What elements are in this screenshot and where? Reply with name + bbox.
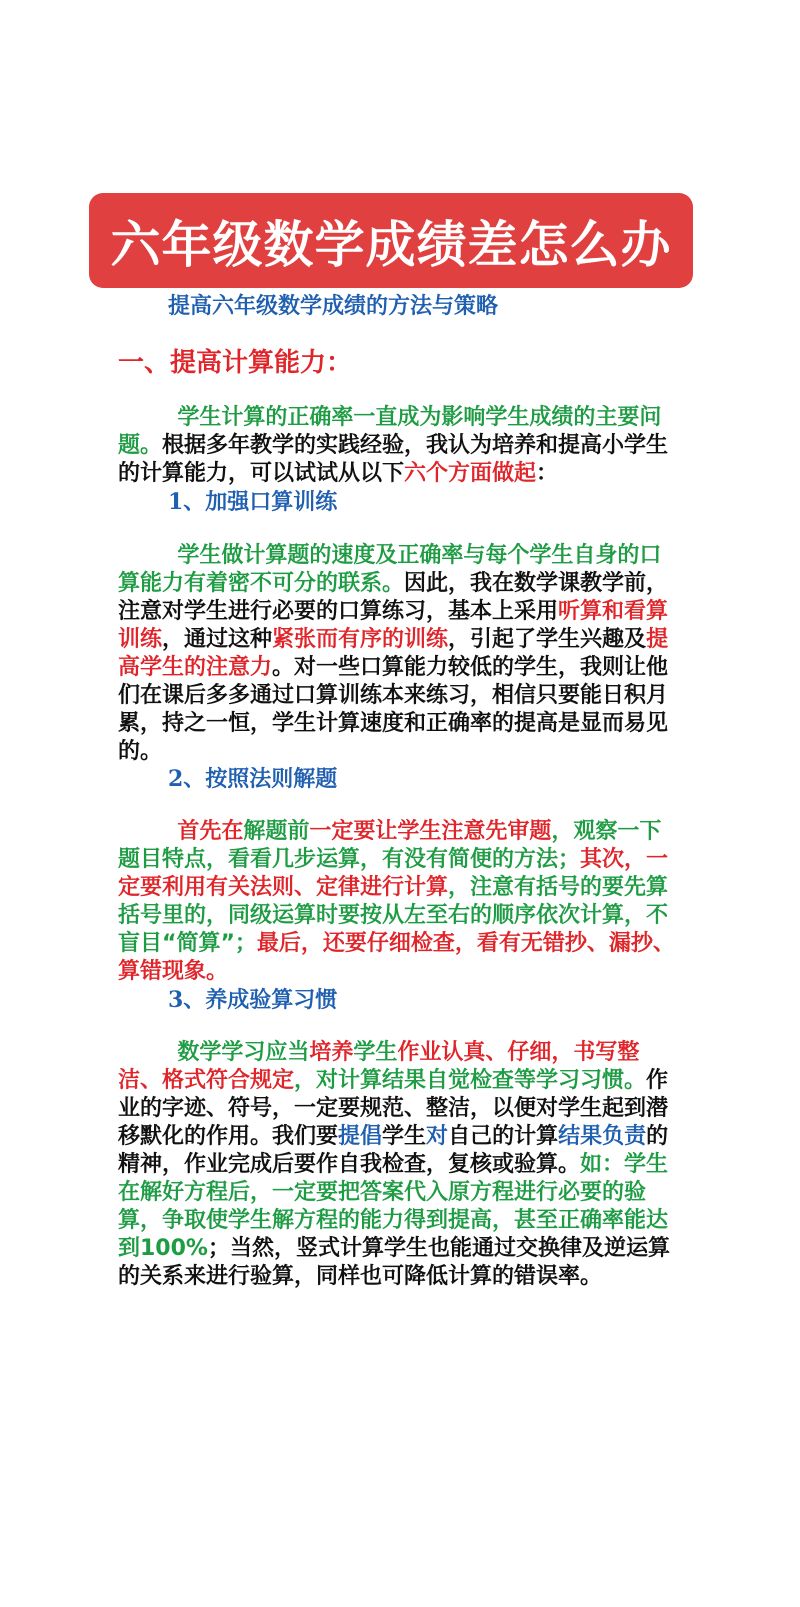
text-run: 的精神，作业完成后要作自我检查，复核或验算。	[118, 1124, 669, 1177]
text-run: 解题前	[243, 819, 310, 844]
paragraph-checking-habit	[118, 1011, 678, 1291]
text-run: 自己的计算	[448, 1124, 559, 1149]
text-run: 对	[426, 1124, 449, 1149]
text-run: 作业认真、仔细，书写整洁、格式符合规定	[118, 1040, 640, 1093]
title-banner	[89, 193, 693, 288]
text-run: 提高学生的注意力	[118, 627, 669, 680]
text-run: 首先在	[133, 819, 244, 844]
text-run: 根据多年教学的实践经验，我认为培养和提高小学生的计算能力，可以试试从以下	[118, 433, 669, 486]
text-run: 学生做计算题的速度及正确率与每个学生自身的口算能力有着密不可分的联系。	[118, 543, 662, 596]
text-run: 培养	[309, 1040, 354, 1065]
text-run: 。对一些口算能力较低的学生，我则让他们在课后多多通过口算训练本来练习，相信只要能日积月累，持之一恒，学生计算速度和正确率的提高是显而易见的。	[118, 655, 669, 764]
text-run: 听算和看算训练	[118, 599, 669, 652]
text-run: 学生	[382, 1124, 427, 1149]
text-run: 六个方面做起	[404, 461, 537, 486]
text-run: 一定要让学生注意先审题	[309, 819, 552, 844]
text-run: ，观察一下题目特点，看看几步运算，有没有简便的方法；	[118, 819, 662, 872]
text-run: ：	[536, 461, 559, 486]
subheading-checking-habit: 3、养成验算习惯	[168, 987, 338, 1013]
text-run: 如：学生在解好方程后，一定要把答案代入原方程进行必要的验算，争取使学生解方程的能力得到提高，甚至正确率能达到100%	[118, 1152, 669, 1261]
text-run: 结果负责	[558, 1124, 647, 1149]
section-title-calculation: 一、提高计算能力：	[118, 348, 353, 378]
text-run: ，对计算结果自觉检查等学习习惯。	[294, 1068, 647, 1093]
subheading-follow-rules: 2、按照法则解题	[168, 766, 338, 792]
text-run: 提倡	[338, 1124, 383, 1149]
paragraph-oral-training	[118, 514, 678, 766]
text-run: 作业的字迹、符号，一定要规范、整洁，以便对学生起到潜移默化的作用。我们要	[118, 1068, 669, 1149]
text-run: ，注意有括号的要先算括号里的，同级运算时要按从左至右的顺序依次计算，不盲目“简算”；	[118, 875, 669, 956]
text-run: 最后，还要仔细检查，看有无错抄、漏抄、算错现象。	[118, 931, 675, 984]
page-subtitle: 提高六年级数学成绩的方法与策略	[168, 294, 499, 319]
text-run: 其次，一定要利用有关法则、定律进行计算	[118, 847, 669, 900]
text-run: 因此，我在数学课教学前，注意对学生进行必要的口算练习，基本上采用	[118, 571, 669, 624]
text-run: 数学学习应当	[133, 1040, 310, 1065]
text-run: 学生计算的正确率一直成为影响学生成绩的主要问题。	[118, 405, 662, 458]
text-run: 紧张而有序的训练	[272, 627, 449, 652]
subheading-oral-training: 1、加强口算训练	[168, 489, 338, 515]
text-run: ，通过这种	[162, 627, 273, 652]
section-intro-paragraph	[118, 376, 678, 488]
banner-title: 六年级数学成绩差怎么办	[110, 215, 672, 274]
text-run: 学生	[353, 1040, 398, 1065]
text-run: ；当然，竖式计算学生也能通过交换律及逆运算的关系来进行验算，同样也可降低计算的错误率。	[118, 1236, 670, 1289]
text-run: ，引起了学生兴趣及	[448, 627, 647, 652]
paragraph-follow-rules	[118, 790, 678, 986]
